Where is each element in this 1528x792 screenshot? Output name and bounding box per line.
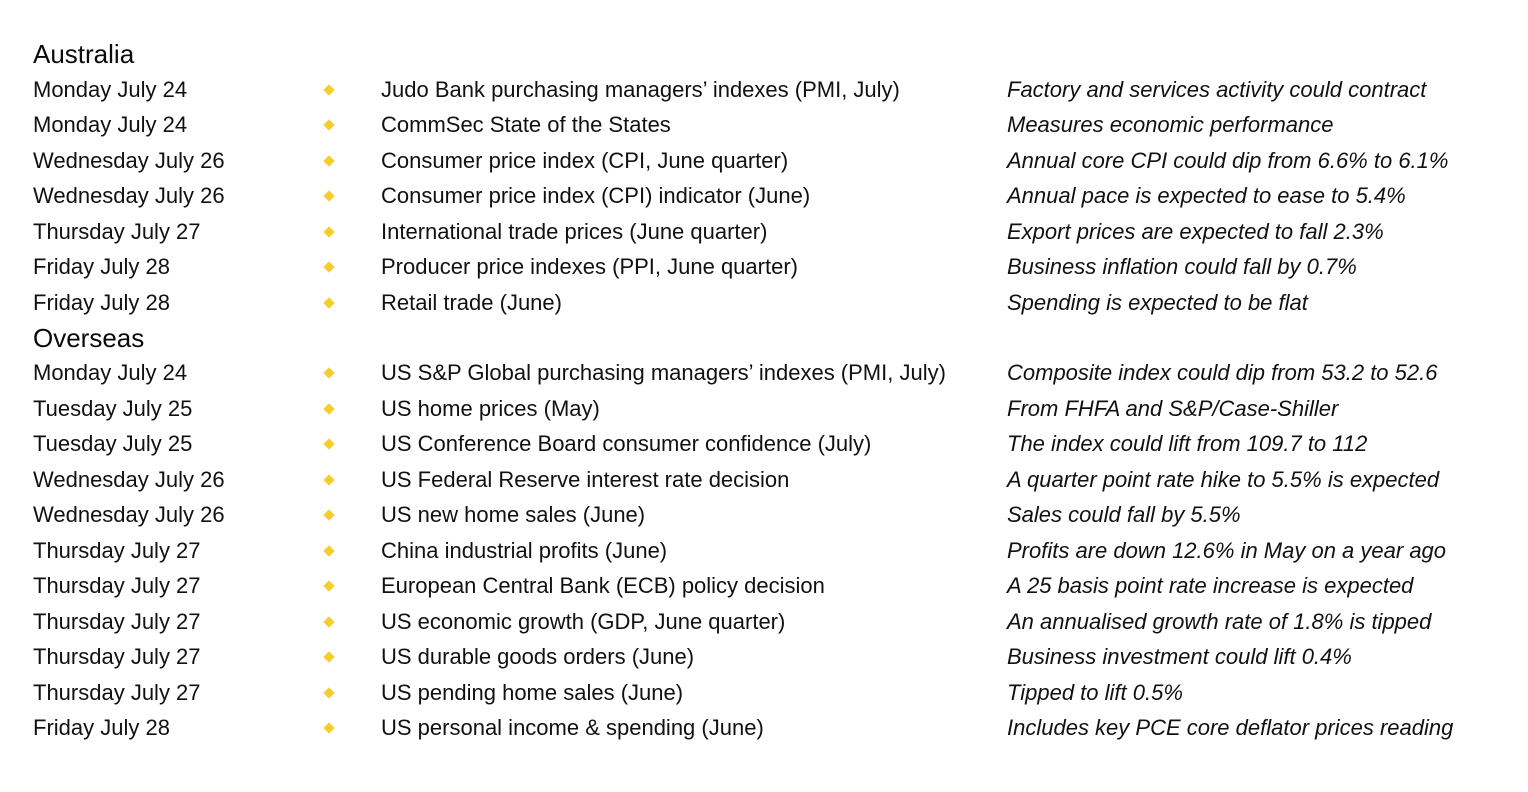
event-date: Friday July 28 (33, 715, 170, 741)
bullet-cell (323, 724, 381, 732)
section-heading: Australia (33, 39, 135, 69)
calendar-section (33, 37, 1503, 321)
event-date: Thursday July 27 (33, 218, 201, 244)
bullet-cell (323, 192, 381, 200)
bullet-cell (323, 121, 381, 129)
bullet-cell (323, 476, 381, 484)
calendar-row (33, 569, 1503, 605)
calendar-row (33, 214, 1503, 250)
diamond-bullet-icon (323, 297, 334, 308)
event-name: US Federal Reserve interest rate decision (381, 466, 790, 492)
event-date: Friday July 28 (33, 254, 170, 280)
event-name: US durable goods orders (June) (381, 644, 695, 670)
calendar-row (33, 285, 1503, 321)
bullet-cell (323, 582, 381, 590)
event-name: Producer price indexes (PPI, June quarter) (381, 254, 798, 280)
event-date: Wednesday July 26 (33, 183, 225, 209)
calendar-row (33, 356, 1503, 392)
event-name: Retail trade (June) (381, 289, 562, 315)
event-date: Monday July 24 (33, 112, 188, 138)
bullet-cell (323, 511, 381, 519)
diamond-bullet-icon (323, 191, 334, 202)
calendar-row (33, 498, 1503, 534)
event-date: Thursday July 27 (33, 608, 201, 634)
event-note: Includes key PCE core deflator prices reading (1007, 715, 1454, 741)
event-note: Sales could fall by 5.5% (1007, 502, 1241, 528)
event-date: Thursday July 27 (33, 644, 201, 670)
event-name: Consumer price index (CPI, June quarter) (381, 147, 789, 173)
bullet-cell (323, 157, 381, 165)
diamond-bullet-icon (323, 474, 334, 485)
event-name: CommSec State of the States (381, 112, 671, 138)
event-note: Tipped to lift 0.5% (1007, 679, 1183, 705)
calendar-row (33, 179, 1503, 215)
event-note: An annualised growth rate of 1.8% is tipped (1007, 608, 1432, 634)
event-note: From FHFA and S&P/Case-Shiller (1007, 395, 1339, 421)
bullet-cell (323, 405, 381, 413)
calendar-section (33, 321, 1503, 747)
event-name: China industrial profits (June) (381, 537, 668, 563)
calendar-row (33, 462, 1503, 498)
event-date: Friday July 28 (33, 289, 170, 315)
bullet-cell (323, 653, 381, 661)
event-name: European Central Bank (ECB) policy decision (381, 573, 825, 599)
calendar-row (33, 604, 1503, 640)
diamond-bullet-icon (323, 723, 334, 734)
diamond-bullet-icon (323, 120, 334, 131)
event-name: US economic growth (GDP, June quarter) (381, 608, 786, 634)
event-date: Monday July 24 (33, 360, 188, 386)
event-name: Consumer price index (CPI) indicator (June) (381, 183, 811, 209)
event-note: Measures economic performance (1007, 112, 1334, 138)
diamond-bullet-icon (323, 155, 334, 166)
event-name: US home prices (May) (381, 395, 600, 421)
event-date: Thursday July 27 (33, 537, 201, 563)
event-name: Judo Bank purchasing managers’ indexes (PMI, July) (381, 76, 900, 102)
diamond-bullet-icon (323, 616, 334, 627)
event-date: Thursday July 27 (33, 679, 201, 705)
event-name: International trade prices (June quarter) (381, 218, 768, 244)
event-date: Tuesday July 25 (33, 395, 193, 421)
bullet-cell (323, 440, 381, 448)
calendar-row (33, 391, 1503, 427)
event-note: Spending is expected to be flat (1007, 289, 1308, 315)
bullet-cell (323, 263, 381, 271)
event-note: The index could lift from 109.7 to 112 (1007, 431, 1368, 457)
event-name: US pending home sales (June) (381, 679, 684, 705)
diamond-bullet-icon (323, 403, 334, 414)
event-note: Business investment could lift 0.4% (1007, 644, 1352, 670)
diamond-bullet-icon (323, 581, 334, 592)
event-note: Profits are down 12.6% in May on a year ago (1007, 537, 1447, 563)
bullet-cell (323, 618, 381, 626)
calendar-row (33, 640, 1503, 676)
event-name: US S&P Global purchasing managers’ indexes (PMI, July) (381, 360, 946, 386)
event-note: Factory and services activity could contract (1007, 76, 1427, 102)
event-date: Monday July 24 (33, 76, 188, 102)
event-date: Tuesday July 25 (33, 431, 193, 457)
calendar-row (33, 711, 1503, 747)
event-note: A 25 basis point rate increase is expected (1007, 573, 1414, 599)
event-name: US Conference Board consumer confidence (July) (381, 431, 872, 457)
event-name: US new home sales (June) (381, 502, 646, 528)
bullet-cell (323, 86, 381, 94)
calendar-row (33, 250, 1503, 286)
diamond-bullet-icon (323, 439, 334, 450)
diamond-bullet-icon (323, 262, 334, 273)
diamond-bullet-icon (323, 545, 334, 556)
event-date: Wednesday July 26 (33, 147, 225, 173)
diamond-bullet-icon (323, 84, 334, 95)
calendar-row (33, 143, 1503, 179)
bullet-cell (323, 689, 381, 697)
section-heading: Overseas (33, 322, 145, 353)
event-date: Wednesday July 26 (33, 466, 225, 492)
event-name: US personal income & spending (June) (381, 715, 764, 741)
calendar-row (33, 72, 1503, 108)
diamond-bullet-icon (323, 687, 334, 698)
diamond-bullet-icon (323, 226, 334, 237)
economic-calendar (33, 37, 1503, 746)
event-date: Thursday July 27 (33, 573, 201, 599)
event-note: Annual pace is expected to ease to 5.4% (1007, 183, 1406, 209)
bullet-cell (323, 369, 381, 377)
event-note: Annual core CPI could dip from 6.6% to 6.1% (1007, 147, 1449, 173)
event-note: Export prices are expected to fall 2.3% (1007, 218, 1384, 244)
event-note: Business inflation could fall by 0.7% (1007, 254, 1357, 280)
calendar-row (33, 533, 1503, 569)
calendar-row (33, 108, 1503, 144)
diamond-bullet-icon (323, 510, 334, 521)
calendar-row (33, 427, 1503, 463)
bullet-cell (323, 299, 381, 307)
bullet-cell (323, 228, 381, 236)
calendar-row (33, 675, 1503, 711)
bullet-cell (323, 547, 381, 555)
diamond-bullet-icon (323, 368, 334, 379)
event-note: Composite index could dip from 53.2 to 52.6 (1007, 360, 1438, 386)
event-date: Wednesday July 26 (33, 502, 225, 528)
event-note: A quarter point rate hike to 5.5% is expected (1007, 466, 1440, 492)
diamond-bullet-icon (323, 652, 334, 663)
